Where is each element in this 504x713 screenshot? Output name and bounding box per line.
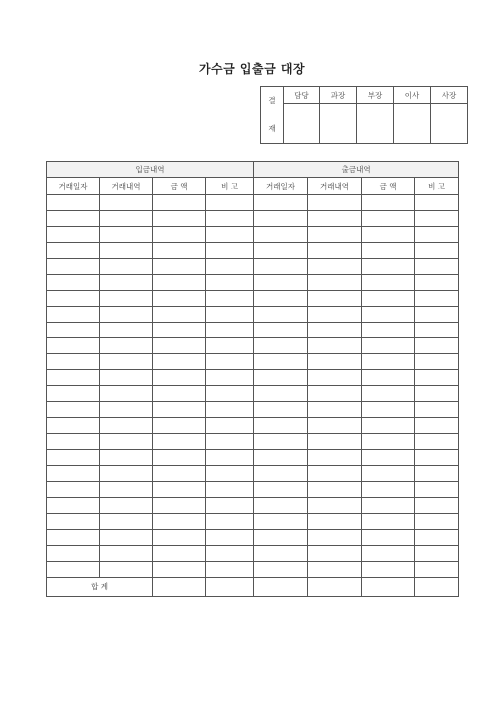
ledger-cell[interactable]: [100, 370, 153, 386]
ledger-cell[interactable]: [308, 195, 362, 211]
table-row: [47, 306, 459, 322]
ledger-cell[interactable]: [100, 274, 153, 290]
ledger-cell[interactable]: [415, 434, 459, 450]
ledger-cell[interactable]: [206, 481, 254, 497]
ledger-cell[interactable]: [206, 529, 254, 545]
ledger-cell[interactable]: [415, 274, 459, 290]
column-header: 비 고: [206, 178, 254, 195]
ledger-cell[interactable]: [254, 258, 308, 274]
ledger-cell[interactable]: [153, 242, 206, 258]
table-row: [47, 450, 459, 466]
ledger-cell[interactable]: [153, 354, 206, 370]
ledger-cell[interactable]: [362, 338, 415, 354]
ledger-cell[interactable]: [362, 258, 415, 274]
ledger-cell[interactable]: [100, 386, 153, 402]
ledger-cell[interactable]: [254, 386, 308, 402]
ledger-cell[interactable]: [415, 322, 459, 338]
ledger-cell[interactable]: [206, 418, 254, 434]
ledger-cell[interactable]: [308, 290, 362, 306]
signature-cell[interactable]: [284, 104, 320, 144]
ledger-cell[interactable]: [206, 545, 254, 561]
ledger-cell[interactable]: [206, 290, 254, 306]
ledger-cell[interactable]: [308, 338, 362, 354]
ledger-cell[interactable]: [206, 465, 254, 481]
ledger-cell[interactable]: [254, 290, 308, 306]
ledger-cell[interactable]: [206, 226, 254, 242]
table-row: [47, 561, 459, 577]
ledger-cell[interactable]: [308, 402, 362, 418]
ledger-cell[interactable]: [206, 450, 254, 466]
ledger-cell[interactable]: [254, 497, 308, 513]
document-title: 가수금 입출금 대장: [198, 62, 306, 76]
ledger-cell[interactable]: [47, 210, 100, 226]
ledger-cell[interactable]: [47, 481, 100, 497]
ledger-cell[interactable]: [153, 450, 206, 466]
ledger-cell[interactable]: [153, 258, 206, 274]
ledger-cell[interactable]: [415, 497, 459, 513]
ledger-cell[interactable]: [362, 450, 415, 466]
withdrawal-total-desc-cell[interactable]: [308, 577, 362, 596]
ledger-cell[interactable]: [153, 529, 206, 545]
ledger-cell[interactable]: [362, 195, 415, 211]
ledger-cell[interactable]: [254, 274, 308, 290]
ledger-cell[interactable]: [254, 338, 308, 354]
ledger-cell[interactable]: [206, 354, 254, 370]
ledger-cell[interactable]: [254, 561, 308, 577]
ledger-cell[interactable]: [415, 513, 459, 529]
ledger-cell[interactable]: [206, 513, 254, 529]
ledger-cell[interactable]: [362, 290, 415, 306]
withdrawal-total-cell[interactable]: [362, 577, 415, 596]
ledger-cell[interactable]: [362, 465, 415, 481]
ledger-cell[interactable]: [254, 354, 308, 370]
ledger-cell[interactable]: [153, 226, 206, 242]
column-header: 거래내역: [308, 178, 362, 195]
ledger-cell[interactable]: [362, 386, 415, 402]
approval-side-label: [261, 87, 284, 144]
ledger-cell[interactable]: [153, 561, 206, 577]
ledger-cell[interactable]: [206, 402, 254, 418]
ledger-cell[interactable]: [206, 561, 254, 577]
ledger-cell[interactable]: [206, 386, 254, 402]
ledger-cell[interactable]: [153, 386, 206, 402]
ledger-cell[interactable]: [308, 306, 362, 322]
ledger-cell[interactable]: [362, 226, 415, 242]
ledger-cell[interactable]: [362, 306, 415, 322]
column-header: 거래일자: [254, 178, 308, 195]
ledger-cell[interactable]: [206, 195, 254, 211]
ledger-cell[interactable]: [100, 561, 153, 577]
ledger-cell[interactable]: [415, 418, 459, 434]
ledger-cell[interactable]: [362, 402, 415, 418]
ledger-cell[interactable]: [153, 497, 206, 513]
table-row: [47, 226, 459, 242]
ledger-cell[interactable]: [206, 322, 254, 338]
approval-label-top: 결: [268, 96, 276, 105]
ledger-cell[interactable]: [415, 195, 459, 211]
ledger-cell[interactable]: [308, 258, 362, 274]
ledger-cell[interactable]: [254, 513, 308, 529]
ledger-cell[interactable]: [308, 465, 362, 481]
table-row: [47, 481, 459, 497]
ledger-cell[interactable]: [415, 226, 459, 242]
ledger-table: [46, 161, 459, 597]
ledger-cell[interactable]: [153, 545, 206, 561]
ledger-cell[interactable]: [415, 481, 459, 497]
table-row: [47, 242, 459, 258]
ledger-cell[interactable]: [254, 210, 308, 226]
ledger-cell[interactable]: [47, 418, 100, 434]
ledger-cell[interactable]: [47, 465, 100, 481]
ledger-cell[interactable]: [100, 195, 153, 211]
table-row: [47, 195, 459, 211]
ledger-cell[interactable]: [47, 545, 100, 561]
ledger-cell[interactable]: [100, 210, 153, 226]
approval-position: 과장: [320, 87, 357, 104]
ledger-cell[interactable]: [308, 481, 362, 497]
ledger-cell[interactable]: [100, 242, 153, 258]
withdrawal-header: 출금내역: [254, 162, 459, 178]
ledger-cell[interactable]: [254, 322, 308, 338]
table-row: [47, 513, 459, 529]
table-row: [47, 338, 459, 354]
ledger-cell[interactable]: [206, 434, 254, 450]
ledger-cell[interactable]: [47, 497, 100, 513]
column-header: 거래일자: [47, 178, 100, 195]
ledger-cell[interactable]: [308, 242, 362, 258]
table-row: [47, 210, 459, 226]
ledger-cell[interactable]: [308, 561, 362, 577]
ledger-cell[interactable]: [362, 274, 415, 290]
ledger-cell[interactable]: [153, 434, 206, 450]
ledger-cell[interactable]: [308, 434, 362, 450]
ledger-cell[interactable]: [100, 418, 153, 434]
ledger-cell[interactable]: [308, 529, 362, 545]
ledger-cell[interactable]: [47, 529, 100, 545]
ledger-cell[interactable]: [308, 322, 362, 338]
ledger-cell[interactable]: [415, 561, 459, 577]
ledger-cell[interactable]: [415, 210, 459, 226]
table-row: [47, 497, 459, 513]
ledger-cell[interactable]: [308, 386, 362, 402]
ledger-cell[interactable]: [362, 561, 415, 577]
column-header: 비 고: [415, 178, 459, 195]
ledger-cell[interactable]: [308, 545, 362, 561]
ledger-cell[interactable]: [100, 481, 153, 497]
ledger-cell[interactable]: [47, 322, 100, 338]
ledger-cell[interactable]: [47, 338, 100, 354]
table-row: [47, 386, 459, 402]
ledger-cell[interactable]: [254, 481, 308, 497]
ledger-cell[interactable]: [254, 226, 308, 242]
ledger-cell[interactable]: [47, 290, 100, 306]
ledger-cell[interactable]: [254, 418, 308, 434]
ledger-cell[interactable]: [153, 274, 206, 290]
ledger-cell[interactable]: [153, 195, 206, 211]
table-row: [47, 258, 459, 274]
deposit-total-cell[interactable]: [153, 577, 206, 596]
ledger-cell[interactable]: [254, 242, 308, 258]
approval-box: [260, 86, 468, 144]
ledger-cell[interactable]: [415, 290, 459, 306]
ledger-cell[interactable]: [100, 545, 153, 561]
ledger-cell[interactable]: [254, 465, 308, 481]
ledger-cell[interactable]: [206, 497, 254, 513]
column-header: 금 액: [153, 178, 206, 195]
ledger-cell[interactable]: [100, 354, 153, 370]
ledger-cell[interactable]: [153, 306, 206, 322]
ledger-cell[interactable]: [415, 354, 459, 370]
withdrawal-total-note-cell[interactable]: [415, 577, 459, 596]
withdrawal-total-date-cell[interactable]: [254, 577, 308, 596]
ledger-cell[interactable]: [308, 354, 362, 370]
ledger-cell[interactable]: [47, 258, 100, 274]
ledger-cell[interactable]: [308, 226, 362, 242]
ledger-cell[interactable]: [254, 370, 308, 386]
ledger-cell[interactable]: [206, 338, 254, 354]
ledger-cell[interactable]: [153, 513, 206, 529]
ledger-cell[interactable]: [153, 210, 206, 226]
ledger-cell[interactable]: [362, 322, 415, 338]
ledger-cell[interactable]: [362, 242, 415, 258]
deposit-total-note-cell[interactable]: [206, 577, 254, 596]
ledger-cell[interactable]: [415, 545, 459, 561]
ledger-cell[interactable]: [362, 210, 415, 226]
ledger-cell[interactable]: [100, 465, 153, 481]
ledger-cell[interactable]: [362, 529, 415, 545]
ledger-cell[interactable]: [206, 370, 254, 386]
signature-cell[interactable]: [431, 104, 468, 144]
ledger-cell[interactable]: [415, 258, 459, 274]
ledger-cell[interactable]: [47, 354, 100, 370]
ledger-cell[interactable]: [47, 306, 100, 322]
table-row: [47, 418, 459, 434]
ledger-cell[interactable]: [206, 258, 254, 274]
ledger-cell[interactable]: [153, 418, 206, 434]
ledger-cell[interactable]: [206, 210, 254, 226]
ledger-cell[interactable]: [153, 290, 206, 306]
ledger-cell[interactable]: [308, 450, 362, 466]
ledger-cell[interactable]: [308, 513, 362, 529]
ledger-cell[interactable]: [100, 290, 153, 306]
ledger-cell[interactable]: [206, 242, 254, 258]
ledger-cell[interactable]: [308, 418, 362, 434]
ledger-cell[interactable]: [47, 370, 100, 386]
ledger-cell[interactable]: [153, 370, 206, 386]
ledger-cell[interactable]: [362, 418, 415, 434]
ledger-cell[interactable]: [362, 545, 415, 561]
ledger-cell[interactable]: [415, 370, 459, 386]
ledger-cell[interactable]: [100, 226, 153, 242]
ledger-cell[interactable]: [100, 322, 153, 338]
signature-cell[interactable]: [320, 104, 357, 144]
table-row: [47, 434, 459, 450]
ledger-cell[interactable]: [362, 434, 415, 450]
ledger-cell[interactable]: [206, 306, 254, 322]
ledger-cell[interactable]: [100, 529, 153, 545]
ledger-cell[interactable]: [308, 274, 362, 290]
ledger-cell[interactable]: [362, 481, 415, 497]
table-row: [47, 465, 459, 481]
ledger-cell[interactable]: [100, 513, 153, 529]
ledger-cell[interactable]: [100, 434, 153, 450]
ledger-cell[interactable]: [362, 370, 415, 386]
ledger-cell[interactable]: [47, 402, 100, 418]
deposit-header: 입금내역: [47, 162, 254, 178]
ledger-cell[interactable]: [415, 338, 459, 354]
ledger-cell[interactable]: [206, 274, 254, 290]
ledger-cell[interactable]: [415, 306, 459, 322]
column-header: 금 액: [362, 178, 415, 195]
ledger-cell[interactable]: [254, 306, 308, 322]
ledger-cell[interactable]: [153, 322, 206, 338]
ledger-cell[interactable]: [254, 545, 308, 561]
total-label: 합 계: [47, 577, 153, 596]
ledger-cell[interactable]: [100, 497, 153, 513]
ledger-cell[interactable]: [308, 497, 362, 513]
ledger-cell[interactable]: [100, 258, 153, 274]
ledger-cell[interactable]: [100, 306, 153, 322]
ledger-cell[interactable]: [254, 529, 308, 545]
ledger-cell[interactable]: [415, 402, 459, 418]
ledger-cell[interactable]: [415, 242, 459, 258]
column-header: 거래내역: [100, 178, 153, 195]
ledger-cell[interactable]: [254, 402, 308, 418]
ledger-cell[interactable]: [362, 354, 415, 370]
ledger-cell[interactable]: [308, 370, 362, 386]
ledger-cell[interactable]: [100, 402, 153, 418]
ledger-cell[interactable]: [415, 386, 459, 402]
approval-position: 사장: [431, 87, 468, 104]
ledger-cell[interactable]: [415, 465, 459, 481]
approval-position: 이사: [394, 87, 431, 104]
ledger-cell[interactable]: [153, 402, 206, 418]
ledger-cell[interactable]: [47, 386, 100, 402]
approval-position: 부장: [357, 87, 394, 104]
ledger-cell[interactable]: [254, 450, 308, 466]
table-row: [47, 402, 459, 418]
ledger-cell[interactable]: [47, 561, 100, 577]
ledger-cell[interactable]: [362, 497, 415, 513]
table-row: [47, 354, 459, 370]
ledger-cell[interactable]: [47, 434, 100, 450]
table-row: [47, 322, 459, 338]
ledger-cell[interactable]: [153, 465, 206, 481]
ledger-cell[interactable]: [47, 242, 100, 258]
ledger-cell[interactable]: [47, 513, 100, 529]
ledger-cell[interactable]: [47, 195, 100, 211]
ledger-cell[interactable]: [362, 513, 415, 529]
ledger-cell[interactable]: [100, 450, 153, 466]
table-row: [47, 290, 459, 306]
table-row: [47, 545, 459, 561]
ledger-cell[interactable]: [415, 529, 459, 545]
ledger-cell[interactable]: [254, 195, 308, 211]
ledger-cell[interactable]: [47, 450, 100, 466]
ledger-body: [47, 195, 459, 578]
approval-label-bottom: 재: [268, 124, 276, 133]
signature-cell[interactable]: [394, 104, 431, 144]
ledger-cell[interactable]: [308, 210, 362, 226]
ledger-cell[interactable]: [100, 338, 153, 354]
ledger-cell[interactable]: [153, 338, 206, 354]
ledger-cell[interactable]: [415, 450, 459, 466]
total-row: [47, 577, 459, 596]
table-row: [47, 529, 459, 545]
approval-position: 담당: [284, 87, 320, 104]
ledger-cell[interactable]: [47, 226, 100, 242]
signature-cell[interactable]: [357, 104, 394, 144]
table-row: [47, 370, 459, 386]
ledger-cell[interactable]: [47, 274, 100, 290]
ledger-cell[interactable]: [254, 434, 308, 450]
ledger-cell[interactable]: [153, 481, 206, 497]
table-row: [47, 274, 459, 290]
